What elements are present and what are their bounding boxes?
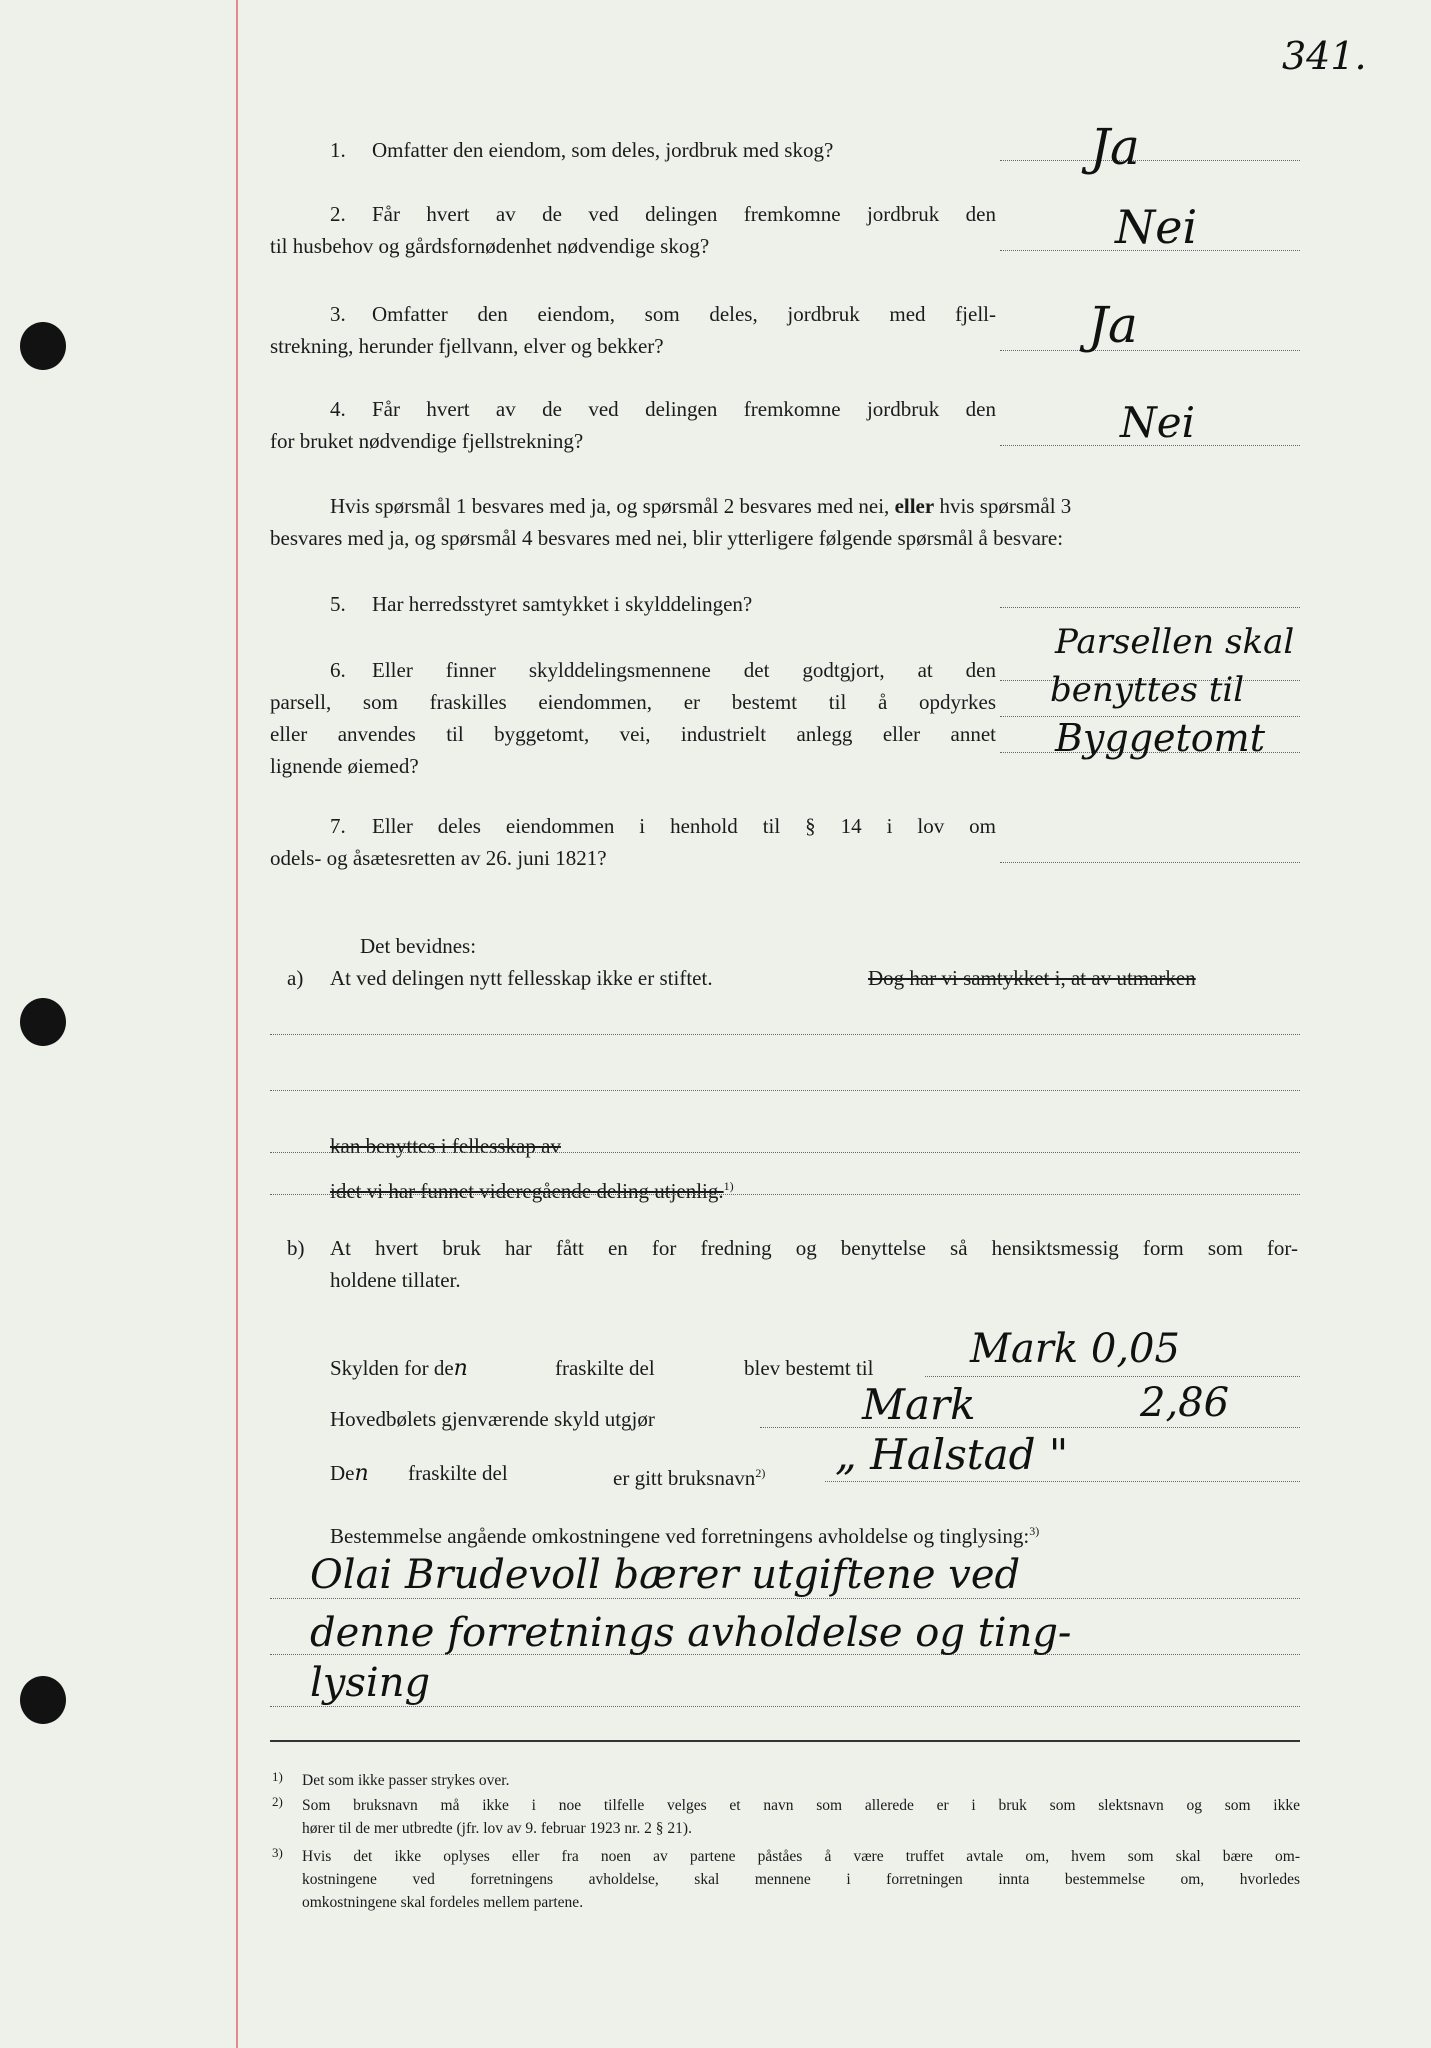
question-text: lignende øiemed? bbox=[270, 754, 419, 778]
question-number: 4. bbox=[330, 397, 346, 421]
footnote-text: Det som ikke passer strykes over. bbox=[302, 1772, 510, 1789]
footnote-ref: 1) bbox=[723, 1179, 734, 1193]
skyld-label bbox=[330, 1352, 468, 1385]
footnote-ref: 3) bbox=[1029, 1524, 1040, 1538]
footnote-text: kostningene ved forretningens avholdelse, skal mennene i forretningen innta bestemmelse om, hvorledes bbox=[302, 1871, 1300, 1888]
conditional-text: besvares med ja, og spørsmål 4 besvares med nei, blir ytterligere følgende spørsmål å besvare: bbox=[270, 526, 1064, 550]
skyld-text: er gitt bruksnavn bbox=[613, 1466, 756, 1490]
struck-line-container bbox=[330, 1170, 734, 1207]
answer-line bbox=[1000, 607, 1300, 608]
item-label: a) bbox=[287, 966, 304, 990]
struck-text: Dog har vi samtykket i, at av utmarken bbox=[868, 966, 1196, 990]
handwritten-answer: Mark bbox=[862, 1380, 976, 1429]
question-number: 5. bbox=[330, 592, 346, 616]
footnote-text: omkostningene skal fordeles mellem partene. bbox=[302, 1894, 584, 1911]
question-number: 2. bbox=[330, 202, 346, 226]
footnote-text: hører til de mer utbredte (jfr. lov av 9. februar 1923 nr. 2 § 21). bbox=[302, 1820, 692, 1837]
skyld-label bbox=[613, 1457, 765, 1494]
punch-hole bbox=[20, 998, 66, 1046]
handwritten-letter: n bbox=[453, 1356, 468, 1381]
answer-line bbox=[825, 1481, 1300, 1482]
question-text: odels- og åsætesretten av 26. juni 1821? bbox=[270, 846, 607, 870]
question-number: 6. bbox=[330, 658, 346, 682]
handwritten-answer: Byggetomt bbox=[1055, 716, 1265, 760]
struck-text: kan benyttes i fellesskap av bbox=[330, 1134, 561, 1158]
conditional-text-b: hvis spørsmål 3 bbox=[939, 494, 1072, 518]
question-text: Omfatter den eiendom, som deles, jordbruk med fjell- bbox=[372, 302, 996, 326]
answer-line bbox=[1000, 862, 1300, 863]
skyld-text: fraskilte del bbox=[408, 1461, 508, 1485]
question-text: Får hvert av de ved delingen fremkomne jordbruk den bbox=[372, 397, 996, 421]
costs-label bbox=[330, 1515, 1039, 1552]
footnote-mark: 2) bbox=[272, 1794, 283, 1809]
question-text: til husbehov og gårdsfornødenhet nødvendige skog? bbox=[270, 234, 710, 258]
question-number: 1. bbox=[330, 138, 346, 162]
handwritten-cost-line: lysing bbox=[310, 1660, 431, 1706]
handwritten-letter: n bbox=[354, 1461, 369, 1486]
question-text: Eller deles eiendommen i henhold til § 14 i lov om bbox=[372, 814, 996, 838]
answer-line bbox=[1000, 160, 1300, 161]
answer-line bbox=[1000, 350, 1300, 351]
answer-line bbox=[760, 1427, 1300, 1428]
handwritten-answer: Nei bbox=[1120, 398, 1196, 447]
blank-line bbox=[270, 1152, 1300, 1153]
struck-text: idet vi har funnet videregående deling utjenlig. bbox=[330, 1179, 724, 1203]
question-text: parsell, som fraskilles eiendommen, er bestemt til å opdyrkes bbox=[270, 690, 996, 714]
footnote-text: Hvis det ikke oplyses eller fra noen av partene påståes å være truffet avtale om, hvem som skal bære om- bbox=[302, 1848, 1300, 1865]
footnote-ref: 2) bbox=[755, 1466, 766, 1480]
item-label: b) bbox=[287, 1236, 305, 1260]
handwritten-answer: Mark 0,05 bbox=[970, 1326, 1180, 1372]
red-margin-line bbox=[236, 0, 238, 2048]
question-text: Får hvert av de ved delingen fremkomne jordbruk den bbox=[372, 202, 996, 226]
costs-text: Bestemmelse angående omkostningene ved forretningens avholdelse og tinglysing: bbox=[330, 1524, 1030, 1548]
question-text: for bruket nødvendige fjellstrekning? bbox=[270, 429, 584, 453]
blank-line bbox=[270, 1034, 1300, 1035]
question-text: Eller finner skylddelingsmennene det godtgjort, at den bbox=[372, 658, 996, 682]
handwritten-cost-line: denne forretnings avholdelse og ting- bbox=[310, 1610, 1072, 1656]
skyld-text: fraskilte del bbox=[555, 1356, 655, 1380]
footnote-text: Som bruksnavn må ikke i noe tilfelle velges et navn som allerede er i bruk som slektsnavn og som ikke bbox=[302, 1797, 1300, 1814]
page-number: 341. bbox=[1282, 34, 1367, 78]
blank-line bbox=[270, 1706, 1300, 1707]
handwritten-answer: Ja bbox=[1090, 118, 1140, 176]
question-number: 7. bbox=[330, 814, 346, 838]
skyld-text: blev bestemt til bbox=[744, 1356, 874, 1380]
punch-hole bbox=[20, 1676, 66, 1724]
footnote-mark: 1) bbox=[272, 1769, 283, 1784]
question-text: Har herredsstyret samtykket i skylddelingen? bbox=[372, 592, 753, 616]
question-text: Omfatter den eiendom, som deles, jordbruk med skog? bbox=[372, 138, 834, 162]
certify-b-text: holdene tillater. bbox=[330, 1268, 461, 1292]
certify-b-text: At hvert bruk har fått en for fredning og benyttelse så hensiktsmessig form som for- bbox=[330, 1236, 1298, 1260]
handwritten-answer: Parsellen skal bbox=[1055, 622, 1295, 662]
blank-line bbox=[270, 1090, 1300, 1091]
certify-a-text: At ved delingen nytt fellesskap ikke er stiftet. bbox=[330, 966, 713, 990]
handwritten-answer: Ja bbox=[1088, 296, 1138, 354]
question-text: eller anvendes til byggetomt, vei, industrielt anlegg eller annet bbox=[270, 722, 996, 746]
handwritten-answer: 2,86 bbox=[1140, 1380, 1230, 1426]
footnote-separator bbox=[270, 1740, 1300, 1742]
conditional-text bbox=[330, 490, 1071, 522]
answer-line bbox=[925, 1376, 1300, 1377]
blank-line bbox=[270, 1598, 1300, 1599]
handwritten-answer: „ Halstad " bbox=[835, 1430, 1069, 1479]
skyld-label bbox=[330, 1457, 369, 1490]
punch-hole bbox=[20, 322, 66, 370]
handwritten-answer: benyttes til bbox=[1050, 670, 1245, 710]
skyld-text: Skylden for de bbox=[330, 1356, 454, 1380]
blank-line bbox=[270, 1194, 1300, 1195]
footnote-mark: 3) bbox=[272, 1845, 283, 1860]
handwritten-cost-line: Olai Brudevoll bærer utgiftene ved bbox=[310, 1552, 1021, 1598]
conditional-text-bold: eller bbox=[894, 494, 935, 518]
skyld-text: Hovedbølets gjenværende skyld utgjør bbox=[330, 1407, 655, 1431]
conditional-text-a: Hvis spørsmål 1 besvares med ja, og spørsmål 2 besvares med nei, bbox=[330, 494, 890, 518]
handwritten-answer: Nei bbox=[1115, 200, 1198, 254]
question-number: 3. bbox=[330, 302, 346, 326]
question-text: strekning, herunder fjellvann, elver og bekker? bbox=[270, 334, 664, 358]
certify-heading: Det bevidnes: bbox=[360, 934, 477, 958]
skyld-text: De bbox=[330, 1461, 355, 1485]
